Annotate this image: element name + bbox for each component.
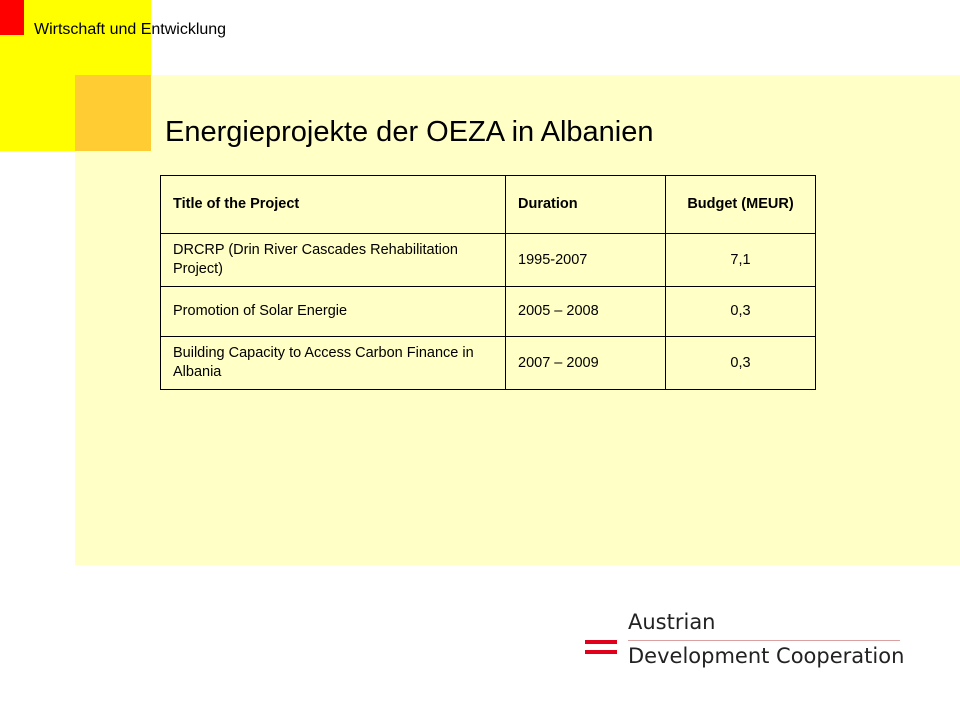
logo-text-development-cooperation: Development Cooperation [628,644,905,668]
logo-divider [628,640,900,641]
project-budget-cell: 0,3 [666,337,816,390]
red-corner-square [0,0,24,35]
project-budget-cell: 0,3 [666,287,816,337]
project-title-cell: Building Capacity to Access Carbon Finance in Albania [161,337,506,390]
project-title-cell: Promotion of Solar Energie [161,287,506,337]
project-table [160,175,816,390]
logo-text-austrian: Austrian [628,610,716,634]
project-duration-cell: 2007 – 2009 [506,337,666,390]
table-row [161,287,816,337]
column-header-duration: Duration [506,176,666,234]
project-duration-cell: 2005 – 2008 [506,287,666,337]
logo-flag-bar-bottom [585,650,617,654]
austrian-development-cooperation-logo [585,610,905,670]
project-title-cell: DRCRP (Drin River Cascades Rehabilitation Project) [161,234,506,287]
project-budget-cell: 7,1 [666,234,816,287]
project-duration-cell: 1995-2007 [506,234,666,287]
column-header-title: Title of the Project [161,176,506,234]
orange-accent-block [75,75,151,151]
header-label: Wirtschaft und Entwicklung [34,21,227,38]
slide-title: Energieprojekte der OEZA in Albanien [165,116,654,148]
table-header-row [161,176,816,234]
column-header-budget: Budget (MEUR) [666,176,816,234]
table-row [161,337,816,390]
logo-flag-bar-top [585,640,617,644]
table-row [161,234,816,287]
